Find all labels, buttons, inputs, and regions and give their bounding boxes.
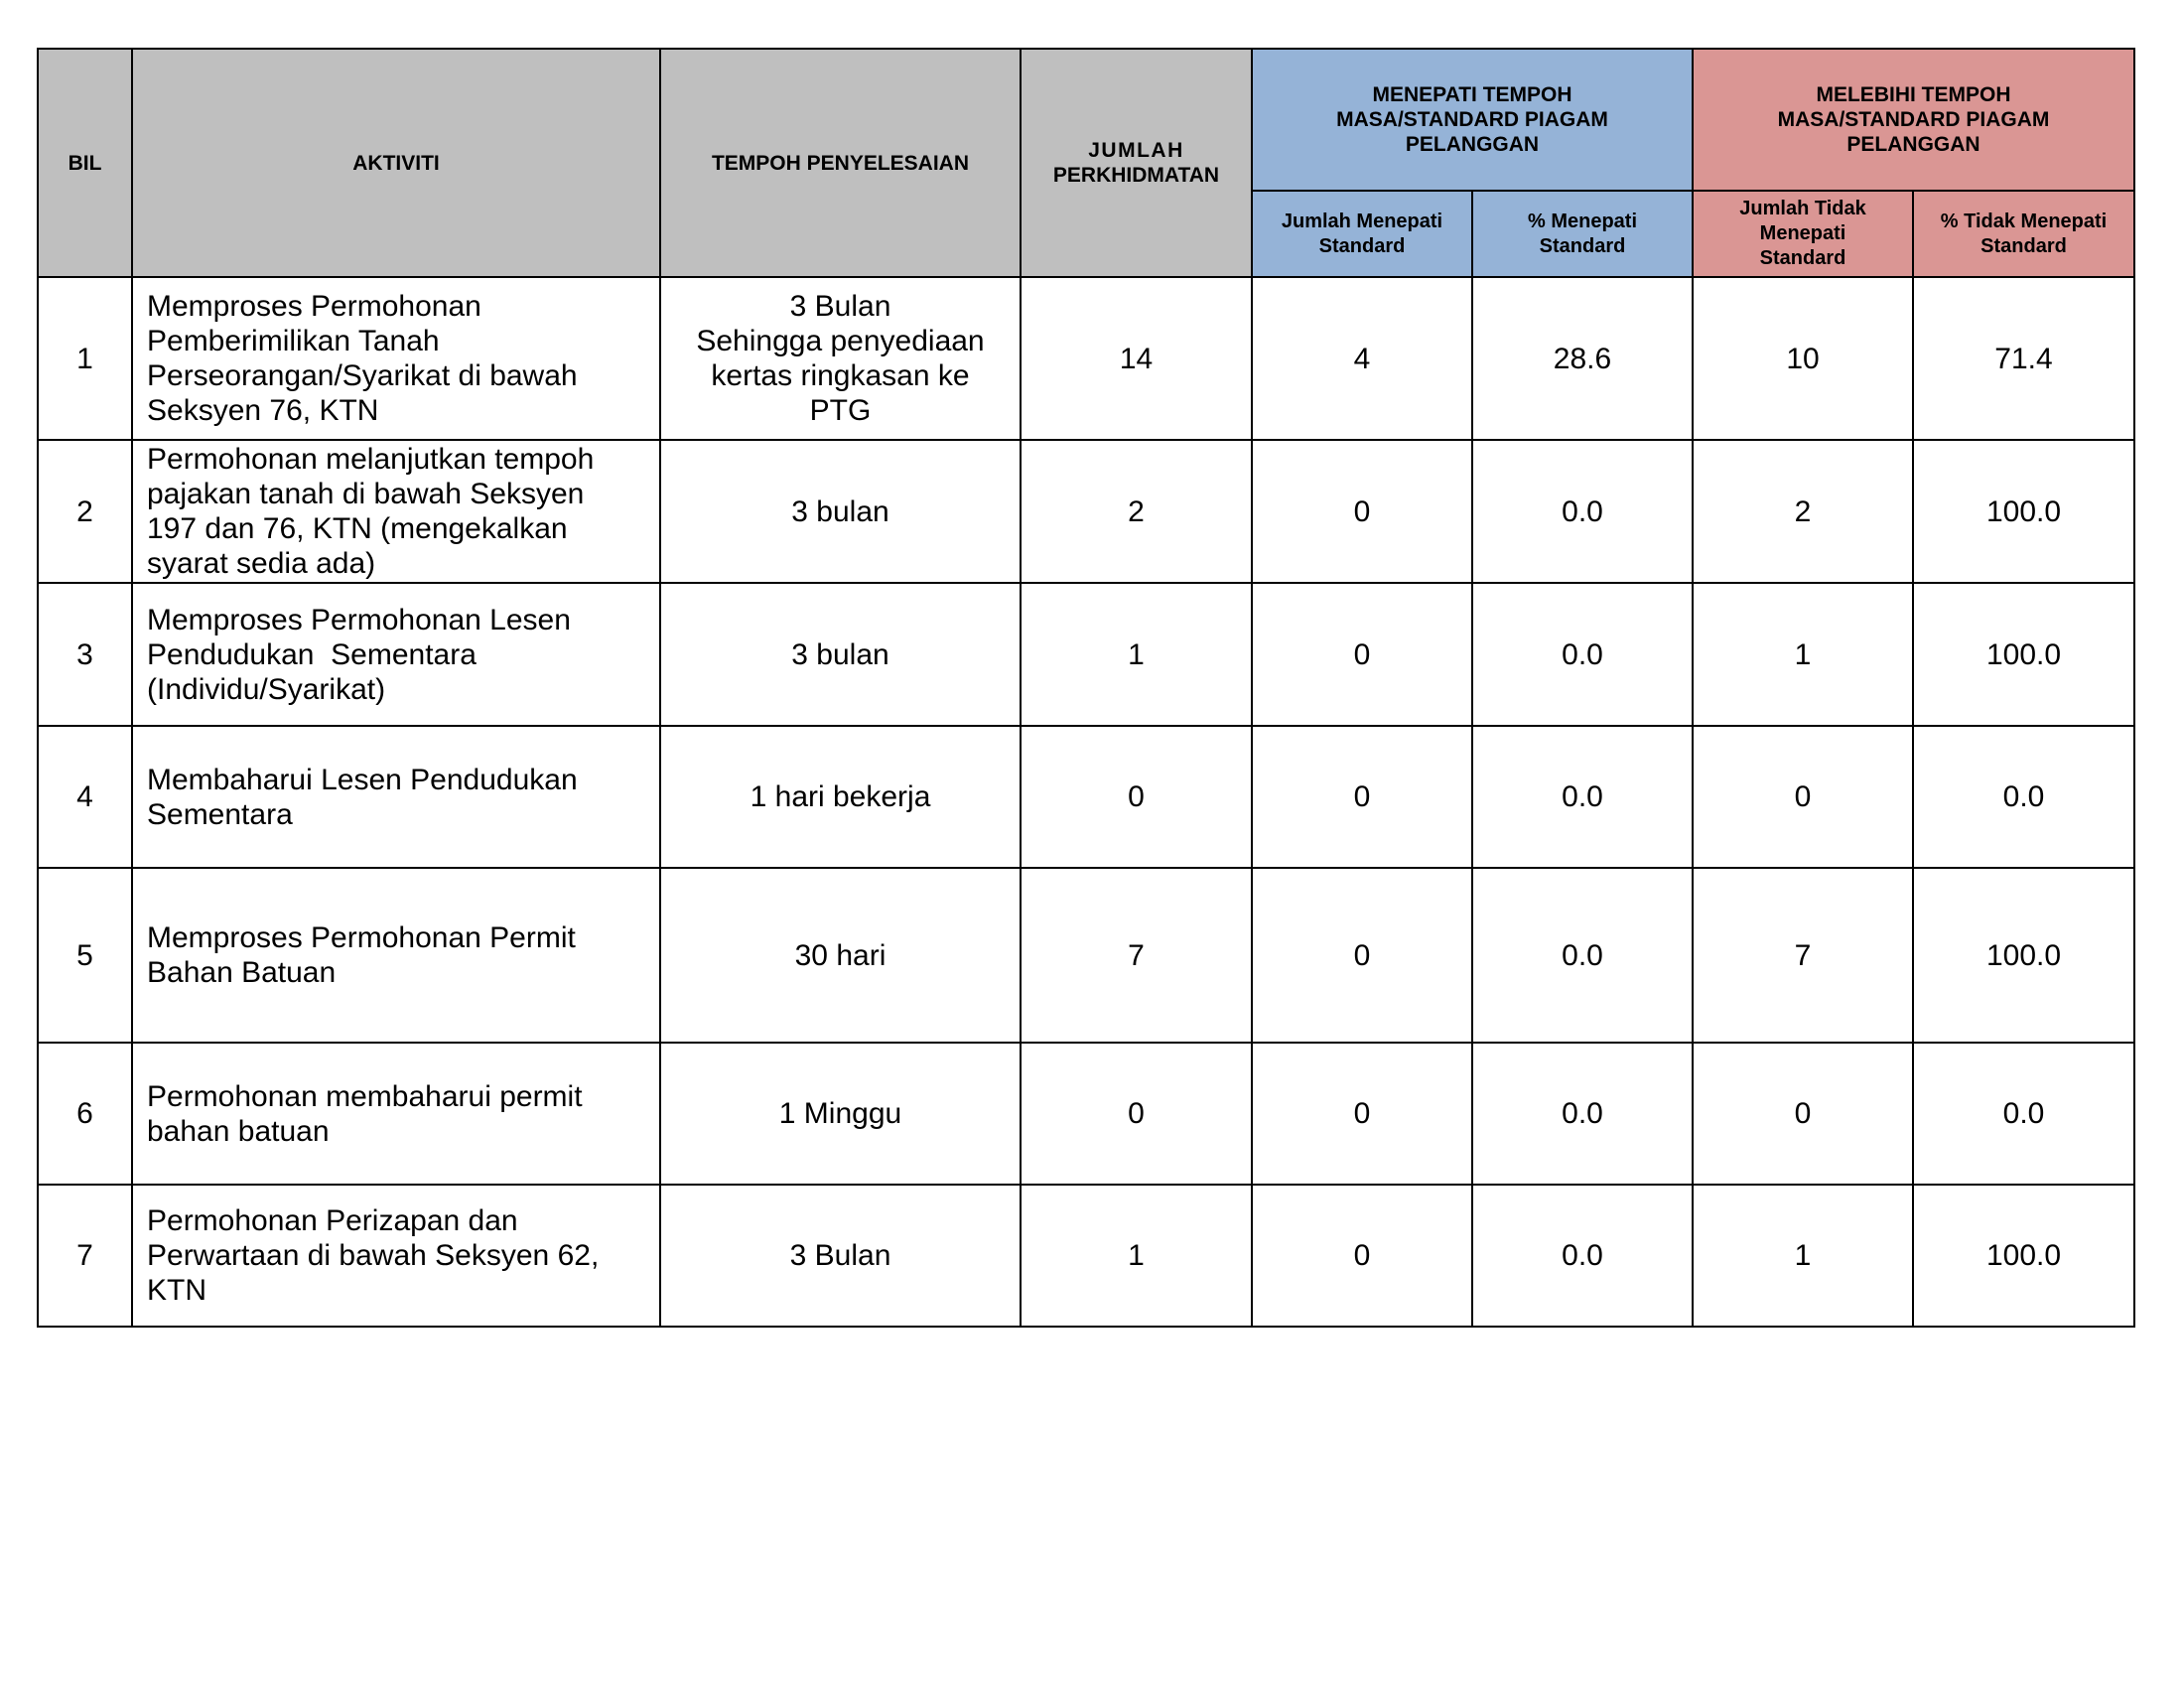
cell-aktiviti-line: bahan batuan — [147, 1114, 330, 1148]
cell-jumlah-perkhidmatan: 1 — [1021, 583, 1252, 726]
cell-aktiviti-line: Seksyen 76, KTN — [147, 394, 379, 427]
table-row — [38, 440, 2134, 583]
cell-aktiviti-line: syarat sedia ada) — [147, 547, 376, 580]
cell-pct-tidak-menepati: 100.0 — [1913, 868, 2134, 1043]
cell-tempoh — [660, 440, 1021, 583]
cell-tempoh-line: kertas ringkasan ke — [711, 359, 970, 392]
cell-tempoh — [660, 277, 1021, 440]
cell-pct-tidak-menepati: 0.0 — [1913, 726, 2134, 868]
table-row — [38, 726, 2134, 868]
cell-bil: 4 — [38, 726, 132, 868]
header-menepati-tempoh: MENEPATI TEMPOH MASA/STANDARD PIAGAM PELANGGAN — [1252, 49, 1693, 191]
cell-bil: 7 — [38, 1185, 132, 1327]
cell-pct-menepati: 0.0 — [1472, 1043, 1693, 1185]
cell-jumlah-tidak-menepati: 0 — [1693, 726, 1913, 868]
cell-jumlah-tidak-menepati: 10 — [1693, 277, 1913, 440]
cell-tempoh-line: 3 Bulan — [789, 1239, 891, 1272]
cell-aktiviti — [132, 1043, 660, 1185]
cell-bil: 2 — [38, 440, 132, 583]
cell-bil: 5 — [38, 868, 132, 1043]
cell-jumlah-menepati: 0 — [1252, 868, 1472, 1043]
header-pct-menepati: % Menepati Standard — [1472, 191, 1693, 277]
cell-tempoh-line: Sehingga penyediaan — [696, 325, 985, 357]
cell-jumlah-tidak-menepati: 7 — [1693, 868, 1913, 1043]
cell-jumlah-menepati: 0 — [1252, 726, 1472, 868]
cell-aktiviti-line: Permohonan membaharui permit — [147, 1079, 583, 1113]
cell-aktiviti-line: Permohonan melanjutkan tempoh — [147, 443, 595, 476]
cell-jumlah-perkhidmatan: 2 — [1021, 440, 1252, 583]
cell-jumlah-menepati: 0 — [1252, 1185, 1472, 1327]
cell-aktiviti-line: Membaharui Lesen Pendudukan — [147, 763, 578, 796]
table-row — [38, 1043, 2134, 1185]
cell-pct-tidak-menepati: 0.0 — [1913, 1043, 2134, 1185]
cell-jumlah-menepati: 0 — [1252, 583, 1472, 726]
cell-jumlah-tidak-menepati: 2 — [1693, 440, 1913, 583]
cell-pct-tidak-menepati: 100.0 — [1913, 1185, 2134, 1327]
cell-aktiviti-line: Memproses Permohonan Lesen — [147, 603, 571, 636]
cell-pct-tidak-menepati: 100.0 — [1913, 440, 2134, 583]
header-melebihi-tempoh: MELEBIHI TEMPOH MASA/STANDARD PIAGAM PELANGGAN — [1693, 49, 2134, 191]
cell-aktiviti-line: pajakan tanah di bawah Seksyen — [147, 478, 585, 510]
cell-pct-menepati: 0.0 — [1472, 868, 1693, 1043]
cell-jumlah-tidak-menepati: 1 — [1693, 583, 1913, 726]
cell-aktiviti-line: 197 dan 76, KTN (mengekalkan — [147, 512, 568, 545]
cell-jumlah-perkhidmatan: 0 — [1021, 726, 1252, 868]
header-tempoh-penyelesaian: TEMPOH PENYELESAIAN — [660, 49, 1021, 277]
table-row — [38, 1185, 2134, 1327]
header-pct-tidak-menepati: % Tidak Menepati Standard — [1913, 191, 2134, 277]
table-body — [38, 277, 2134, 1327]
cell-jumlah-menepati: 0 — [1252, 440, 1472, 583]
cell-tempoh — [660, 1185, 1021, 1327]
service-performance-table — [37, 48, 2135, 1328]
cell-jumlah-menepati: 4 — [1252, 277, 1472, 440]
cell-tempoh-line: 3 bulan — [791, 637, 889, 671]
cell-jumlah-perkhidmatan: 1 — [1021, 1185, 1252, 1327]
cell-bil: 3 — [38, 583, 132, 726]
cell-aktiviti-line: Perseorangan/Syarikat di bawah — [147, 359, 578, 392]
cell-tempoh-line: 30 hari — [794, 938, 887, 972]
cell-bil: 1 — [38, 277, 132, 440]
cell-aktiviti — [132, 583, 660, 726]
cell-aktiviti-line: Memproses Permohonan Permit — [147, 921, 576, 954]
cell-tempoh-line: 3 bulan — [791, 494, 889, 528]
cell-tempoh-line: 3 Bulan — [789, 290, 891, 323]
cell-aktiviti-line: Memproses Permohonan — [147, 290, 481, 323]
cell-tempoh — [660, 868, 1021, 1043]
cell-aktiviti — [132, 440, 660, 583]
cell-aktiviti-line: Sementara — [147, 797, 293, 831]
header-jumlah-menepati: Jumlah Menepati Standard — [1252, 191, 1472, 277]
cell-aktiviti-line: Pemberimilikan Tanah — [147, 325, 440, 357]
header-aktiviti: AKTIVITI — [132, 49, 660, 277]
cell-jumlah-perkhidmatan: 7 — [1021, 868, 1252, 1043]
table-row — [38, 583, 2134, 726]
header-jumlah-tidak-menepati: Jumlah Tidak Menepati Standard — [1693, 191, 1913, 277]
cell-aktiviti-line: (Individu/Syarikat) — [147, 672, 386, 706]
cell-jumlah-menepati: 0 — [1252, 1043, 1472, 1185]
cell-aktiviti — [132, 868, 660, 1043]
cell-pct-tidak-menepati: 71.4 — [1913, 277, 2134, 440]
table-row — [38, 868, 2134, 1043]
cell-pct-menepati: 0.0 — [1472, 440, 1693, 583]
cell-aktiviti — [132, 726, 660, 868]
table-row — [38, 277, 2134, 440]
cell-aktiviti-line: Pendudukan Sementara — [147, 637, 477, 671]
cell-pct-tidak-menepati: 100.0 — [1913, 583, 2134, 726]
cell-tempoh-line: 1 hari bekerja — [750, 780, 931, 813]
table-header — [38, 49, 2134, 277]
cell-jumlah-tidak-menepati: 1 — [1693, 1185, 1913, 1327]
header-bil: BIL — [38, 49, 132, 277]
cell-tempoh-line: PTG — [809, 394, 872, 427]
cell-aktiviti-line: Bahan Batuan — [147, 956, 337, 989]
cell-tempoh — [660, 583, 1021, 726]
cell-pct-menepati: 0.0 — [1472, 1185, 1693, 1327]
cell-aktiviti — [132, 1185, 660, 1327]
cell-jumlah-perkhidmatan: 0 — [1021, 1043, 1252, 1185]
cell-tempoh — [660, 1043, 1021, 1185]
cell-aktiviti-line: Permohonan Perizapan dan — [147, 1204, 518, 1237]
header-jumlah-perkhidmatan: JUMLAH PERKHIDMATAN — [1021, 49, 1252, 277]
cell-pct-menepati: 0.0 — [1472, 726, 1693, 868]
cell-jumlah-perkhidmatan: 14 — [1021, 277, 1252, 440]
cell-aktiviti — [132, 277, 660, 440]
cell-bil: 6 — [38, 1043, 132, 1185]
cell-aktiviti-line: Perwartaan di bawah Seksyen 62, — [147, 1239, 600, 1272]
cell-pct-menepati: 28.6 — [1472, 277, 1693, 440]
cell-tempoh — [660, 726, 1021, 868]
cell-pct-menepati: 0.0 — [1472, 583, 1693, 726]
cell-aktiviti-line: KTN — [147, 1274, 206, 1307]
cell-jumlah-tidak-menepati: 0 — [1693, 1043, 1913, 1185]
cell-tempoh-line: 1 Minggu — [778, 1097, 902, 1130]
